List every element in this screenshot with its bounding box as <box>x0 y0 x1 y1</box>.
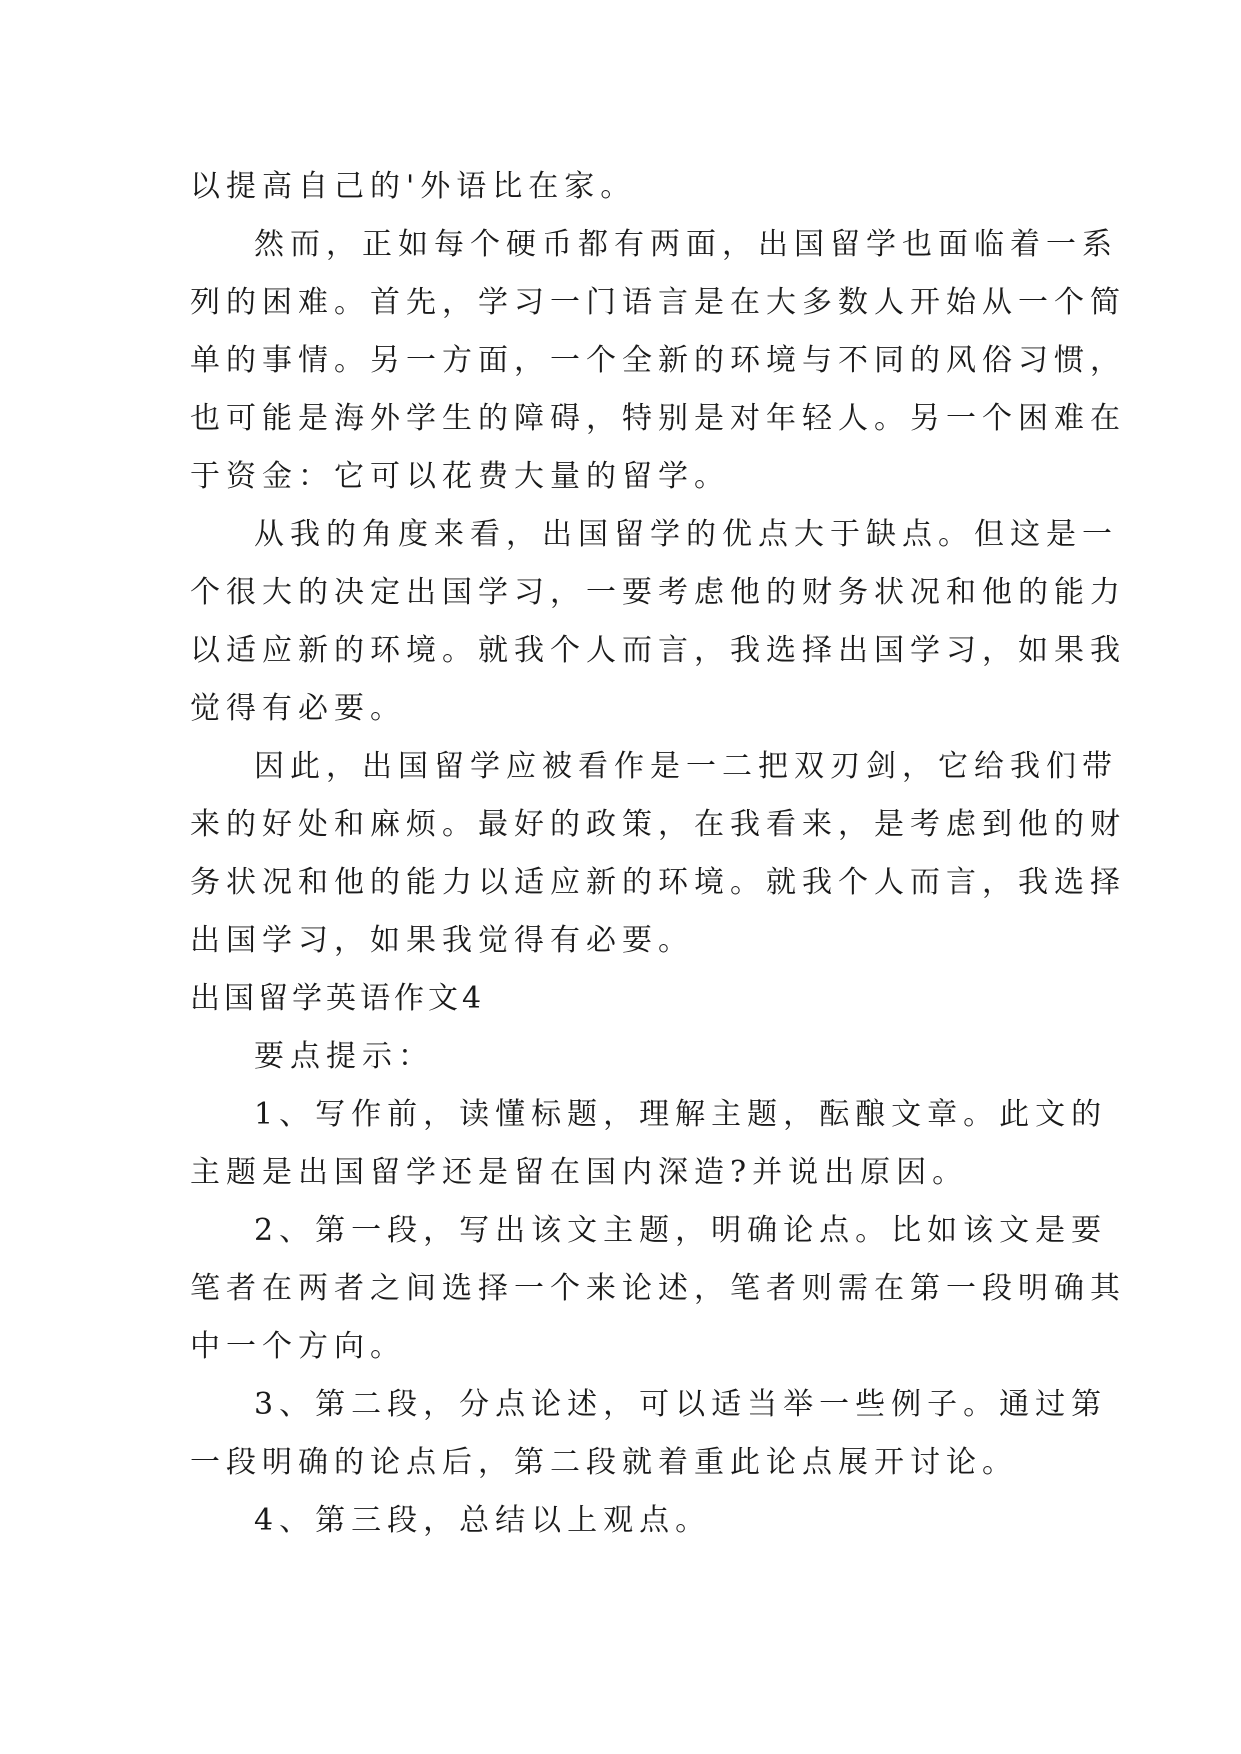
paragraph-start-line: 然而，正如每个硬币都有两面，出国留学也面临着一系 <box>254 227 1118 262</box>
text-line: 主题是出国留学还是留在国内深造?并说出原因。 <box>190 1155 969 1190</box>
text-line: 单的事情。另一方面，一个全新的环境与不同的风俗习惯， <box>190 343 1126 378</box>
text-line: 出国学习，如果我觉得有必要。 <box>190 923 694 958</box>
paragraph-start-line: 因此，出国留学应被看作是一二把双刃剑，它给我们带 <box>254 749 1118 784</box>
text-line: 于资金：它可以花费大量的留学。 <box>190 459 730 494</box>
paragraph-start-line: 1、写作前，读懂标题，理解主题，酝酿文章。此文的 <box>254 1097 1108 1132</box>
paragraph-start-line: 从我的角度来看，出国留学的优点大于缺点。但这是一 <box>254 517 1118 552</box>
document-page <box>190 158 1126 1550</box>
paragraph-start-line: 3、第二段，分点论述，可以适当举一些例子。通过第 <box>254 1387 1108 1422</box>
text-line: 个很大的决定出国学习，一要考虑他的财务状况和他的能力 <box>190 575 1126 610</box>
text-line: 务状况和他的能力以适应新的环境。就我个人而言，我选择 <box>190 865 1126 900</box>
text-line: 以适应新的环境。就我个人而言，我选择出国学习，如果我 <box>190 633 1126 668</box>
paragraph-start-line: 4、第三段，总结以上观点。 <box>254 1503 712 1538</box>
text-line: 以提高自己的'外语比在家。 <box>190 169 637 204</box>
paragraph-start-line: 2、第一段，写出该文主题，明确论点。比如该文是要 <box>254 1213 1108 1248</box>
text-line: 笔者在两者之间选择一个来论述，笔者则需在第一段明确其 <box>190 1271 1126 1306</box>
text-line: 一段明确的论点后，第二段就着重此论点展开讨论。 <box>190 1445 1018 1480</box>
text-line: 觉得有必要。 <box>190 691 406 726</box>
text-line: 来的好处和麻烦。最好的政策，在我看来，是考虑到他的财 <box>190 807 1126 842</box>
paragraph-start-line: 要点提示： <box>254 1039 434 1074</box>
text-line: 也可能是海外学生的障碍，特别是对年轻人。另一个困难在 <box>190 401 1126 436</box>
text-line: 列的困难。首先，学习一门语言是在大多数人开始从一个简 <box>190 285 1126 320</box>
section-heading: 出国留学英语作文4 <box>190 981 486 1016</box>
text-line: 中一个方向。 <box>190 1329 406 1364</box>
